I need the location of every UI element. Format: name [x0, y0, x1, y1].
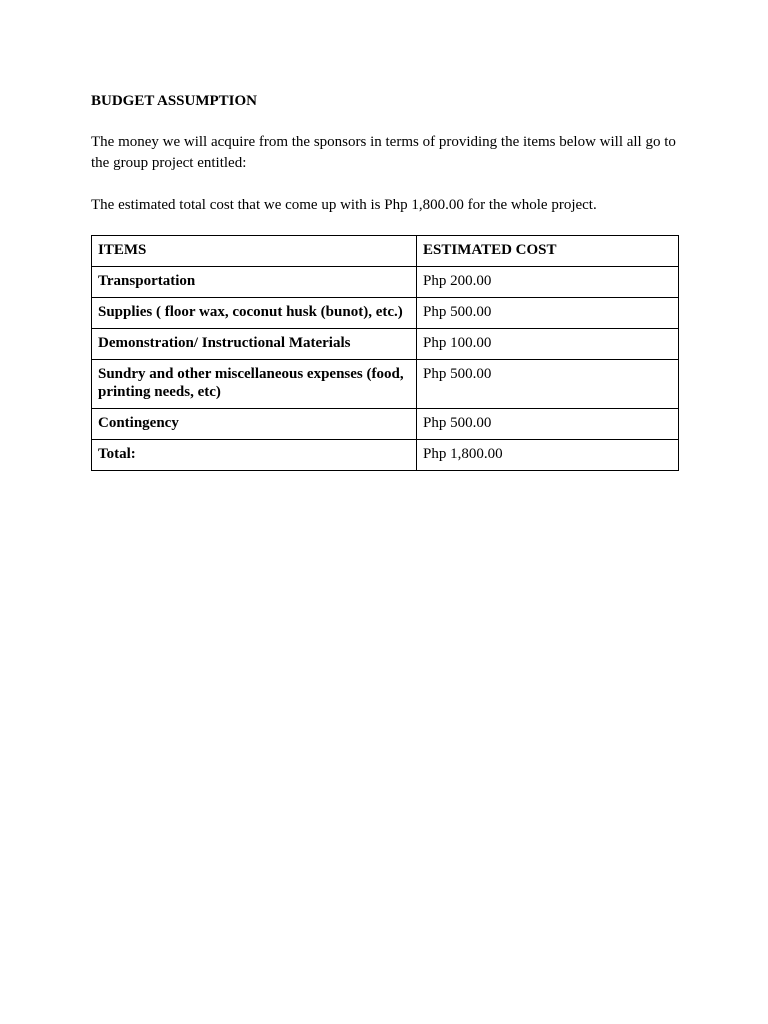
table-total-row — [92, 440, 679, 471]
cost-cell: Php 500.00 — [417, 409, 679, 440]
cost-cell: Php 100.00 — [417, 329, 679, 360]
budget-table — [91, 235, 679, 471]
header-items: ITEMS — [92, 236, 417, 267]
table-row — [92, 298, 679, 329]
item-cell: Transportation — [92, 267, 417, 298]
table-row — [92, 267, 679, 298]
document-page — [91, 91, 681, 471]
item-cell: Sundry and other miscellaneous expenses (food, printing needs, etc) — [92, 360, 417, 409]
table-row — [92, 360, 679, 409]
document-heading: BUDGET ASSUMPTION — [91, 93, 258, 109]
item-cell: Supplies ( floor wax, coconut husk (bunot), etc.) — [92, 298, 417, 329]
header-estimated-cost: ESTIMATED COST — [417, 236, 679, 267]
intro-paragraph: The money we will acquire from the sponsors in terms of providing the items below will all go to the group project entitled: — [91, 134, 676, 171]
table-header-row — [92, 236, 679, 267]
cost-cell: Php 500.00 — [417, 298, 679, 329]
total-cost-paragraph: The estimated total cost that we come up with is Php 1,800.00 for the whole project. — [91, 197, 597, 213]
total-label-cell: Total: — [92, 440, 417, 471]
item-cell: Demonstration/ Instructional Materials — [92, 329, 417, 360]
total-cost-cell: Php 1,800.00 — [417, 440, 679, 471]
cost-cell: Php 200.00 — [417, 267, 679, 298]
item-cell: Contingency — [92, 409, 417, 440]
table-row — [92, 329, 679, 360]
cost-cell: Php 500.00 — [417, 360, 679, 409]
table-row — [92, 409, 679, 440]
